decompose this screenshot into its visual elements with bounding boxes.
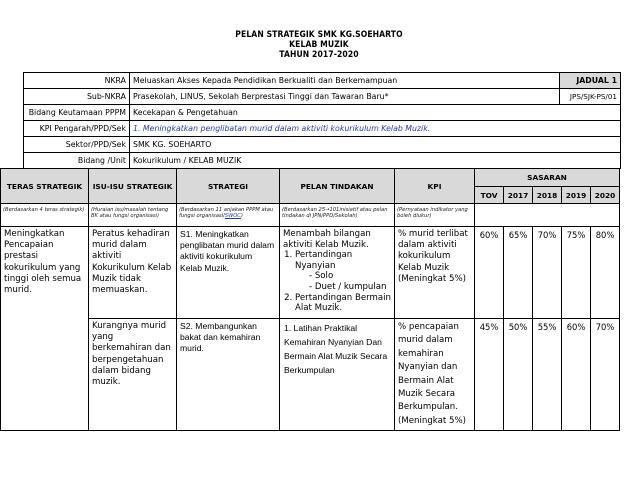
bidang-value: Kecekapan & Pengetahuan (130, 105, 621, 121)
row2-target-2019: 60% (562, 319, 591, 431)
header-year-2020: 2020 (591, 187, 620, 204)
info-table (23, 72, 621, 169)
row2-target-2020: 70% (591, 319, 620, 431)
row1-strategi: S1. Meningkatkan penglibatan murid dalam aktiviti kokurikulum Kelab Muzik. (177, 227, 280, 319)
header-sasaran: SASARAN (475, 169, 620, 187)
header-year-2017: 2017 (504, 187, 533, 204)
list-item: - Solo (309, 271, 391, 282)
subheader-kpi: (Pernyataan indikator yang boleh diukur) (395, 204, 475, 227)
subheader-pelan: (Berdasarkan 25→101inisiatif atau pelan tindakan di JPN/PPD/Sekolah) (280, 204, 395, 227)
row1-target-2020: 80% (591, 227, 620, 319)
header-year-2019: 2019 (562, 187, 591, 204)
row1-isu: Peratus kehadiran murid dalam aktiviti Kokurikulum Kelab Muzik tidak memuaskan. (89, 227, 177, 319)
kpi-pengarah-label: KPI Pengarah/PPD/Sek (24, 121, 130, 137)
doc-title-line2: KELAB MUZIK (289, 40, 349, 50)
list-item: 2. Pertandingan Bermain Alat Muzik. (295, 293, 391, 314)
header-kpi: KPI (395, 169, 475, 204)
list-item: 1. Pertandingan Nyanyian - Solo - Duet / kumpulan (295, 250, 391, 292)
sektor-value: SMK KG. SOEHARTO (130, 137, 621, 153)
nkra-label: NKRA (24, 73, 130, 89)
unit-value: Kokurikulum / KELAB MUZIK (130, 153, 621, 169)
doc-title-line3: TAHUN 2017-2020 (279, 50, 359, 60)
header-year-2018: 2018 (533, 187, 562, 204)
header-year-tov: TOV (475, 187, 504, 204)
header-isu: ISU-ISU STRATEGIK (89, 169, 177, 204)
row1-target-2017: 65% (504, 227, 533, 319)
subnkra-value: Prasekolah, LINUS, Sekolah Berprestasi Tinggi dan Tawaran Baru* (130, 89, 560, 105)
subheader-sasaran-blank (475, 204, 620, 227)
subheader-teras: (Berdasarkan 4 teras strategik) (1, 204, 89, 227)
bidang-label: Bidang Keutamaan PPPM (24, 105, 130, 121)
document-code: JPS/SJK-PS/01 (560, 89, 621, 105)
row2-isu: Kurangnya murid yang berkemahiran dan berpengetahuan dalam bidang muzik. (89, 319, 177, 431)
row2-target-tov: 45% (475, 319, 504, 431)
subheader-strategi-end: ) (240, 213, 243, 220)
row1-kpi: % murid terlibat dalam aktiviti kokurikulum Kelab Muzik (Meningkat 5%) (395, 227, 475, 319)
header-teras: TERAS STRATEGIK (1, 169, 89, 204)
row1-target-2019: 75% (562, 227, 591, 319)
subheader-isu: (Huraian isu/masalah tentang BK atau fungsi organisasi) (89, 204, 177, 227)
row1-target-tov: 60% (475, 227, 504, 319)
header-strategi: STRATEGI (177, 169, 280, 204)
sektor-label: Sektor/PPD/Sek (24, 137, 130, 153)
row2-strategi: S2. Membangunkan bakat dan kemahiran murid. (177, 319, 280, 431)
row1-target-2018: 70% (533, 227, 562, 319)
row2-target-2018: 55% (533, 319, 562, 431)
unit-label: Bidang /Unit (24, 153, 130, 169)
doc-title-line1: PELAN STRATEGIK SMK KG.SOEHARTO (235, 30, 403, 40)
header-pelan: PELAN TINDAKAN (280, 169, 395, 204)
table-row (1, 319, 620, 431)
row1-pelan-list (283, 250, 391, 314)
kpi-pengarah-value: 1. Meningkatkan penglibatan murid dalam aktiviti kokurikulum Kelab Muzik. (130, 121, 621, 137)
row1-pelan (280, 227, 395, 319)
table-row (1, 227, 620, 319)
row2-pelan: 1. Latihan Praktikal Kemahiran Nyanyian Dan Bermain Alat Muzik Secara Berkumpulan (280, 319, 395, 431)
row1-pelan-intro: Menambah bilangan aktiviti Kelab Muzik. (283, 229, 371, 250)
subheader-strategi (177, 204, 280, 227)
subnkra-label: Sub-NKRA (24, 89, 130, 105)
row1-teras: Meningkatkan Pencapaian prestasi kokurikulum yang tinggi oleh semua murid. (1, 227, 89, 431)
row2-kpi: % pencapaian murid dalam kemahiran Nyanyian dan Bermain Alat Muzik Secara Berkumpulan. (Meningkat 5%) (395, 319, 475, 431)
nkra-value: Meluaskan Akses Kepada Pendidikan Berkualiti dan Berkemampuan (130, 73, 560, 89)
subheader-strategi-text: (Berdasarkan 11 anjakan PPPM atau fungsi organisasi/ (179, 207, 274, 220)
swoc-link[interactable]: SWOC (224, 213, 241, 220)
row2-target-2017: 50% (504, 319, 533, 431)
strategic-plan-table (0, 168, 620, 431)
jadual-label: JADUAL 1 (560, 73, 621, 89)
list-item: - Duet / kumpulan (309, 282, 391, 293)
